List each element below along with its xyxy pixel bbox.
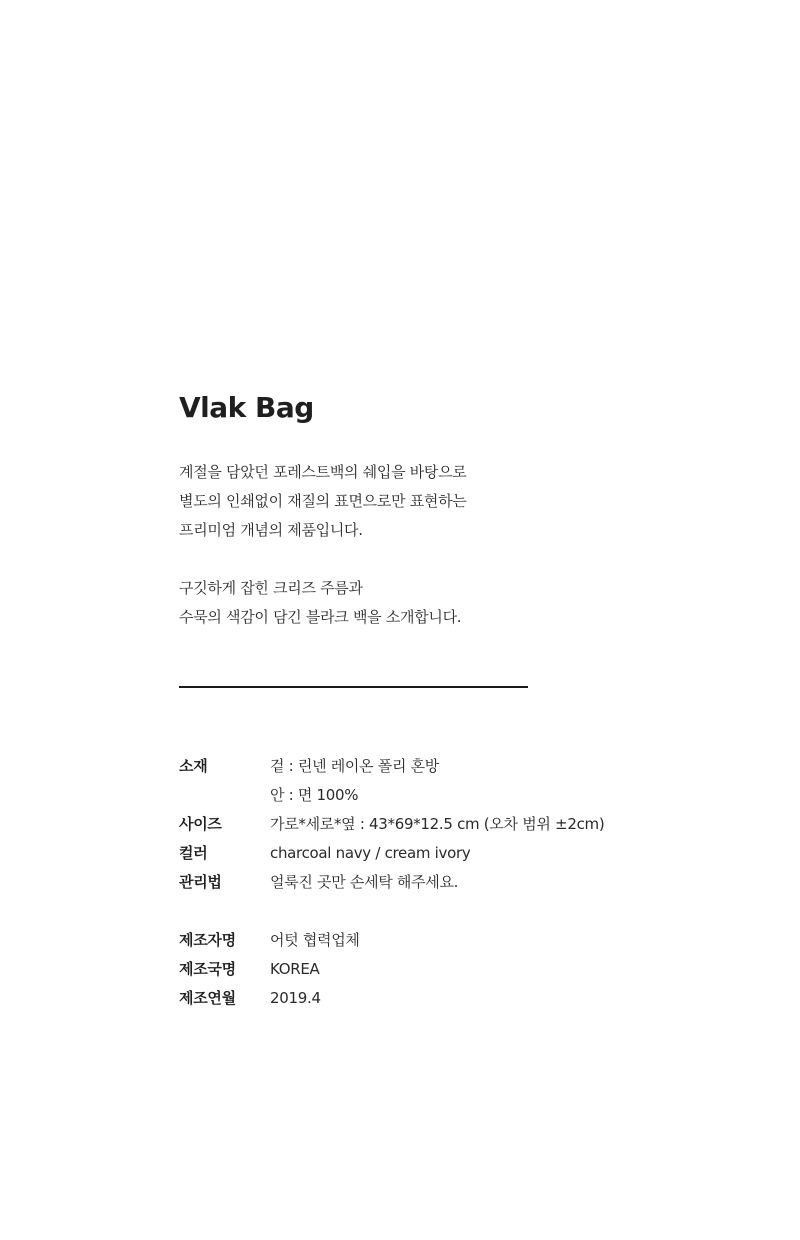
spec-value: 어텃 협력업체: [270, 931, 360, 949]
description-line: 계절을 담았던 포레스트백의 쉐입을 바탕으로: [179, 463, 467, 481]
spec-value: 얼룩진 곳만 손세탁 해주세요.: [270, 873, 459, 891]
spec-label: 관리법: [179, 873, 222, 891]
spec-value: charcoal navy / cream ivory: [270, 844, 471, 862]
spec-row-material: [179, 752, 779, 781]
description-line: 구깃하게 잡힌 크리즈 주름과: [179, 579, 363, 597]
spec-value: 가로*세로*옆 : 43*69*12.5 cm (오차 범위 ±2cm): [270, 815, 605, 833]
product-description: [179, 458, 739, 632]
spec-row-care: [179, 868, 779, 897]
spec-label: 사이즈: [179, 815, 222, 833]
section-divider: [179, 686, 528, 688]
spec-label: 컬러: [179, 844, 208, 862]
spec-label: 제조연월: [179, 989, 236, 1007]
spec-label: 소재: [179, 757, 208, 775]
description-line: 수묵의 색감이 담긴 블라크 백을 소개합니다.: [179, 608, 462, 626]
spec-label: 제조자명: [179, 931, 236, 949]
spec-row-size: [179, 810, 779, 839]
spec-value: 안 : 면 100%: [270, 786, 359, 804]
spec-row-maker: [179, 926, 779, 955]
spec-row-date: [179, 984, 779, 1013]
spec-row-country: [179, 955, 779, 984]
product-info: [179, 388, 739, 632]
spec-value: 2019.4: [270, 989, 321, 1007]
spec-row-color: [179, 839, 779, 868]
spec-table: [179, 752, 779, 1013]
description-line: 프리미엄 개념의 제품입니다.: [179, 521, 363, 539]
spec-value: KOREA: [270, 960, 320, 978]
description-line: 별도의 인쇄없이 재질의 표면으로만 표현하는: [179, 492, 467, 510]
spec-value: 겉 : 린넨 레이온 폴리 혼방: [270, 757, 439, 775]
product-title: Vlak Bag: [179, 391, 314, 424]
spec-label: 제조국명: [179, 960, 236, 978]
spec-row-material-inner: [179, 781, 779, 810]
